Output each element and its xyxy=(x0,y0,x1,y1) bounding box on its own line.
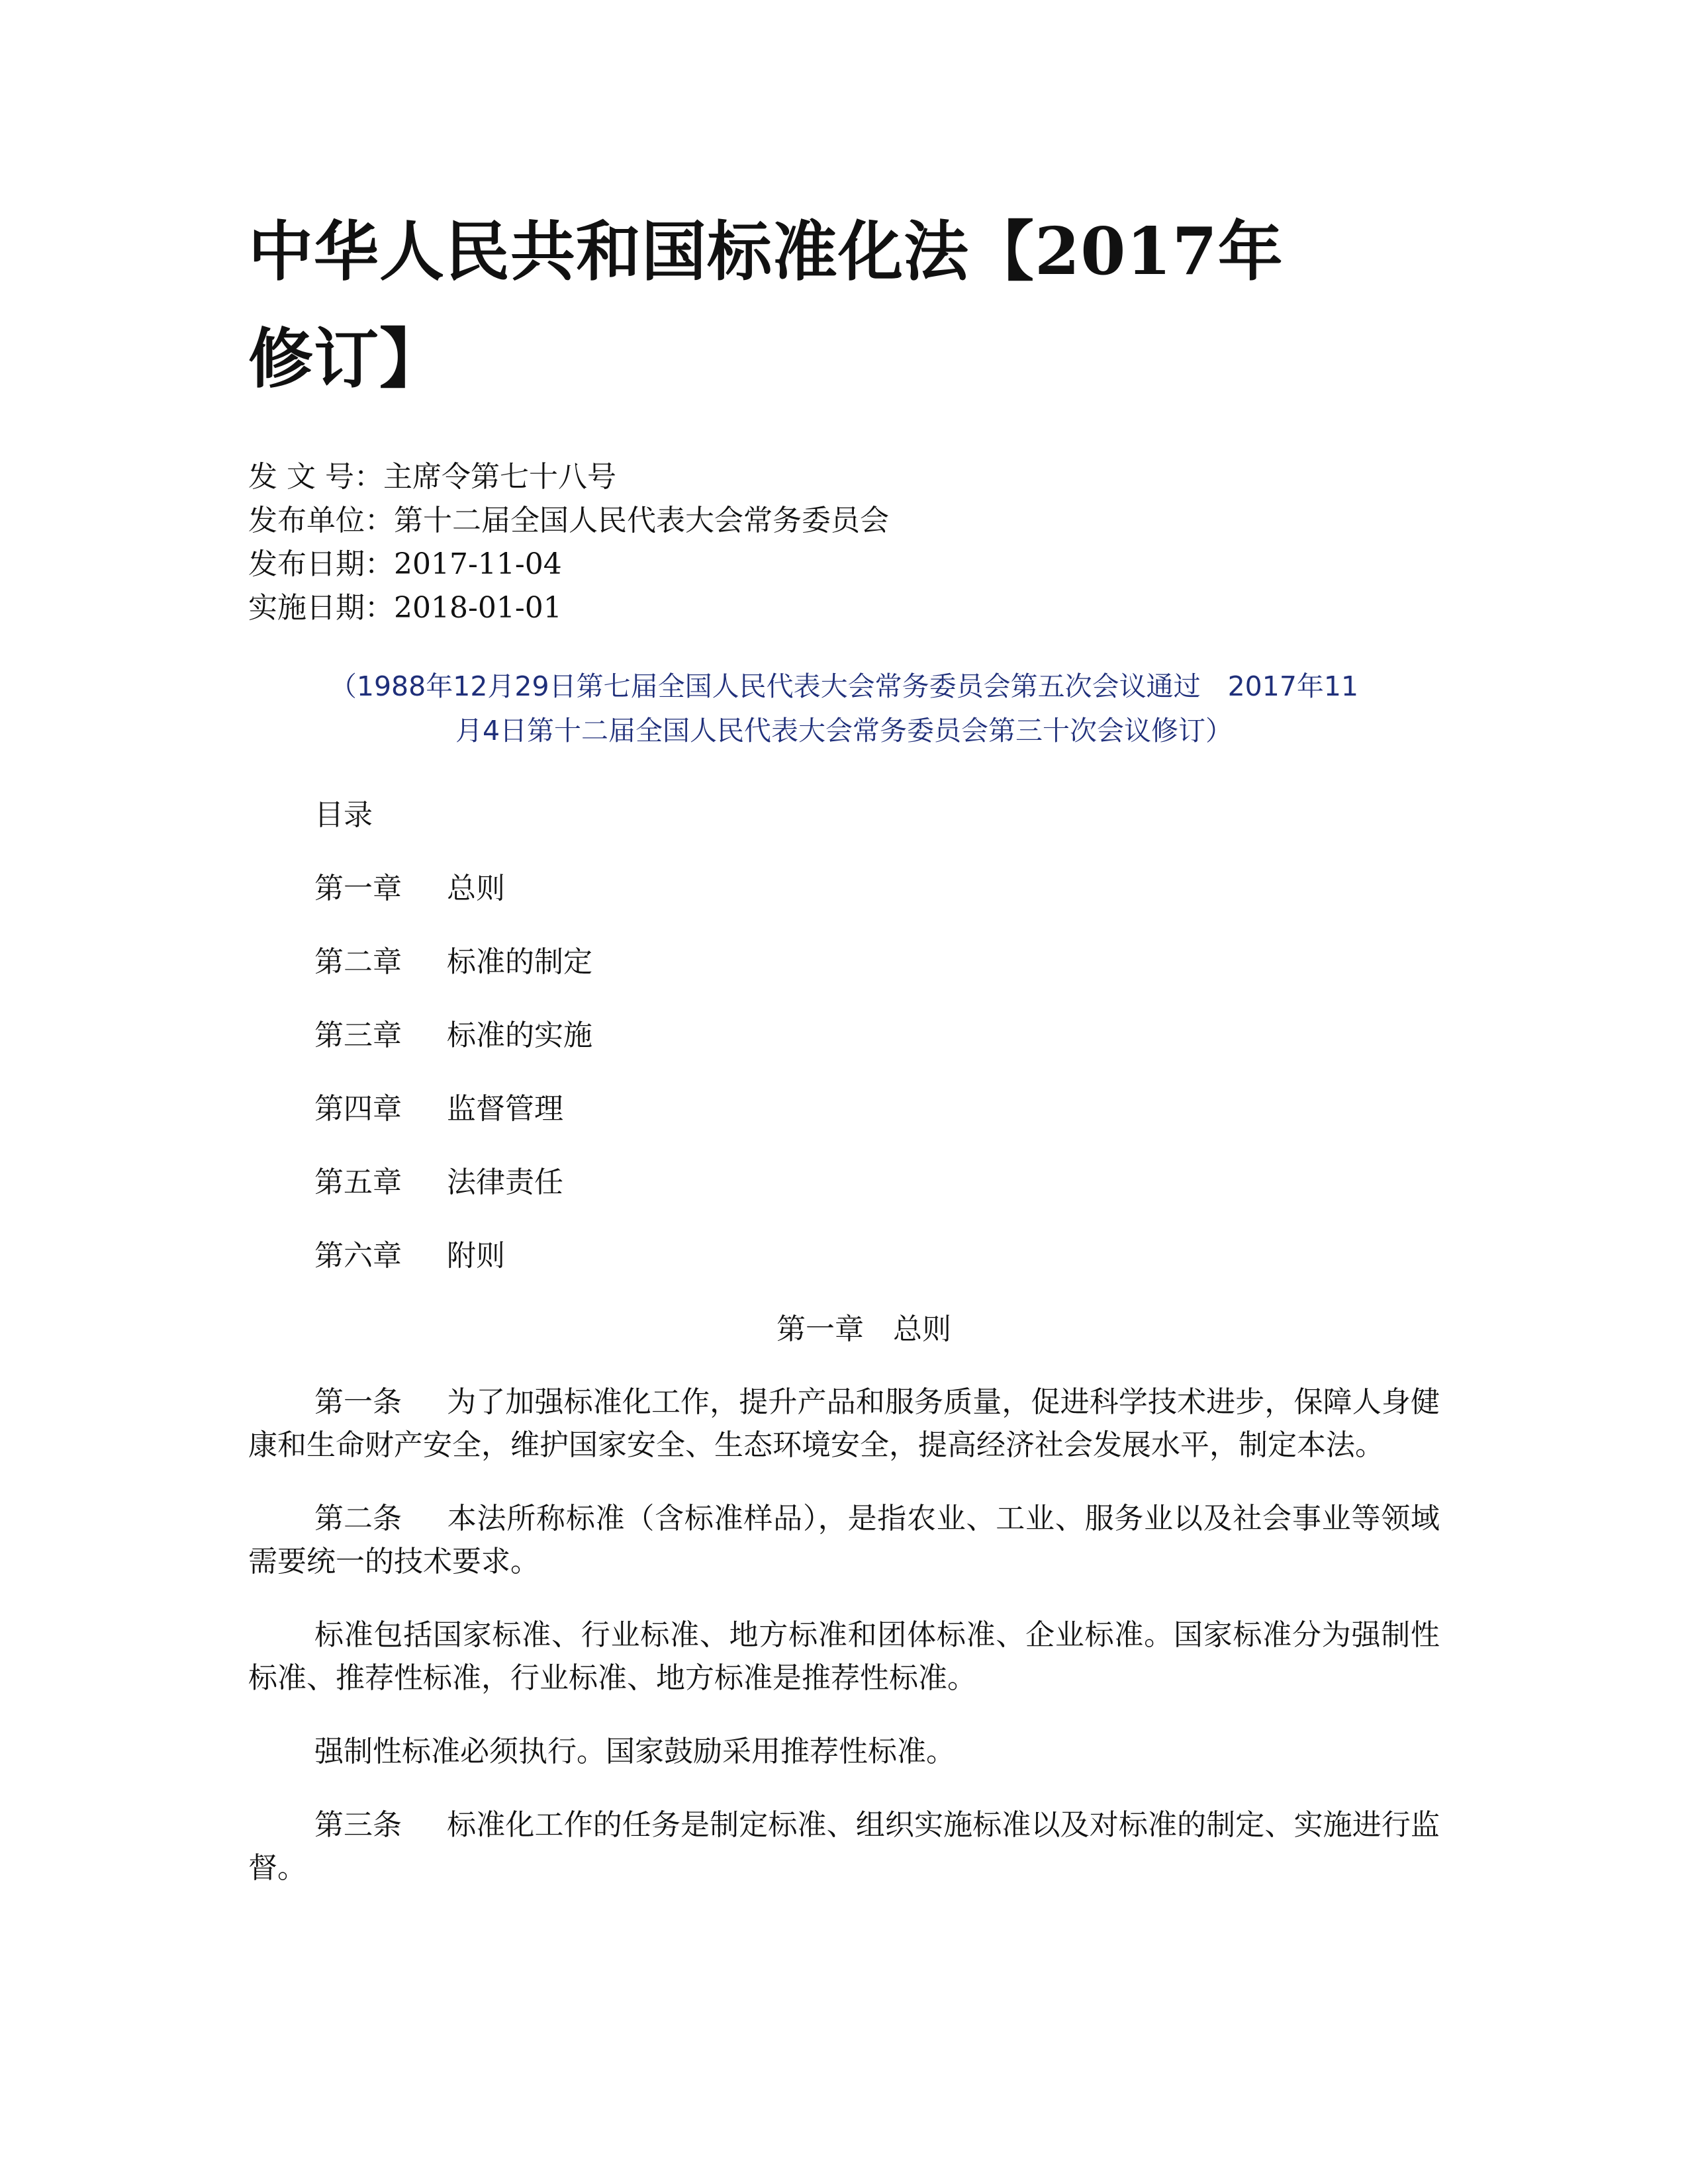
toc-chapter-name: 标准的实施 xyxy=(447,1019,592,1052)
toc-chapter-number: 第一章 xyxy=(314,872,402,905)
meta-value: 第十二届全国人民代表大会常务委员会 xyxy=(394,504,889,537)
article-text: 为了加强标准化工作，提升产品和服务质量，促进科学技术进步，保障人身健康和生命财产安全，维护国家安全、生态环境安全，提高经济社会发展水平，制定本法。 xyxy=(248,1385,1440,1462)
article-number: 第三条 xyxy=(314,1808,402,1842)
toc-chapter-name: 监督管理 xyxy=(447,1092,563,1126)
toc-item xyxy=(314,1146,1440,1219)
meta-label: 发 文 号： xyxy=(248,460,383,494)
table-of-contents xyxy=(248,778,1440,1293)
toc-item xyxy=(314,1219,1440,1293)
article-text: 标准化工作的任务是制定标准、组织实施标准以及对标准的制定、实施进行监督。 xyxy=(248,1808,1440,1885)
meta-row-issue-date xyxy=(248,543,1440,586)
toc-chapter-name: 附则 xyxy=(447,1239,505,1273)
toc-chapter-name: 法律责任 xyxy=(447,1165,563,1199)
article-paragraph: 强制性标准必须执行。国家鼓励采用推荐性标准。 xyxy=(314,1735,955,1768)
toc-chapter-name: 标准的制定 xyxy=(447,945,592,979)
document-page xyxy=(248,199,1440,1920)
document-title: 中华人民共和国标准化法【2017年修订】 xyxy=(248,214,1284,397)
toc-chapter-number: 第六章 xyxy=(314,1239,402,1273)
document-meta xyxy=(248,455,1440,630)
meta-row-effective-date xyxy=(248,586,1440,630)
toc-item xyxy=(314,1072,1440,1146)
article-paragraph xyxy=(248,1803,1440,1889)
toc-chapter-number: 第三章 xyxy=(314,1019,402,1052)
toc-chapter-name: 总则 xyxy=(447,872,505,905)
article-number: 第一条 xyxy=(314,1385,402,1419)
revision-note xyxy=(248,664,1440,753)
toc-item xyxy=(314,925,1440,999)
toc-title: 目录 xyxy=(314,798,373,832)
meta-value: 2018-01-01 xyxy=(394,591,562,625)
toc-chapter-number: 第二章 xyxy=(314,945,402,979)
toc-item xyxy=(314,852,1440,925)
toc-item xyxy=(314,999,1440,1072)
article-paragraph: 标准包括国家标准、行业标准、地方标准和团体标准、企业标准。国家标准分为强制性标准、推荐性标准，行业标准、地方标准是推荐性标准。 xyxy=(248,1618,1440,1695)
article-text: 本法所称标准（含标准样品），是指农业、工业、服务业以及社会事业等领域需要统一的技术要求。 xyxy=(248,1502,1440,1578)
toc-chapter-number: 第四章 xyxy=(314,1092,402,1126)
meta-row-issuer xyxy=(248,499,1440,543)
meta-label: 实施日期： xyxy=(248,591,394,625)
revision-note-line: 月4日第十二届全国人民代表大会常务委员会第三十次会议修订） xyxy=(455,715,1233,747)
toc-chapter-number: 第五章 xyxy=(314,1165,402,1199)
meta-row-doc-number xyxy=(248,455,1440,499)
meta-value: 主席令第七十八号 xyxy=(383,460,616,494)
meta-label: 发布单位： xyxy=(248,504,394,537)
chapter-heading: 第一章 总则 xyxy=(776,1312,951,1346)
article-paragraph xyxy=(248,1381,1440,1467)
meta-label: 发布日期： xyxy=(248,547,394,581)
article-paragraph xyxy=(248,1497,1440,1583)
meta-value: 2017-11-04 xyxy=(394,547,562,581)
revision-note-line: （1988年12月29日第七届全国人民代表大会常务委员会第五次会议通过 2017年11 xyxy=(329,670,1359,702)
article-number: 第二条 xyxy=(314,1502,402,1535)
